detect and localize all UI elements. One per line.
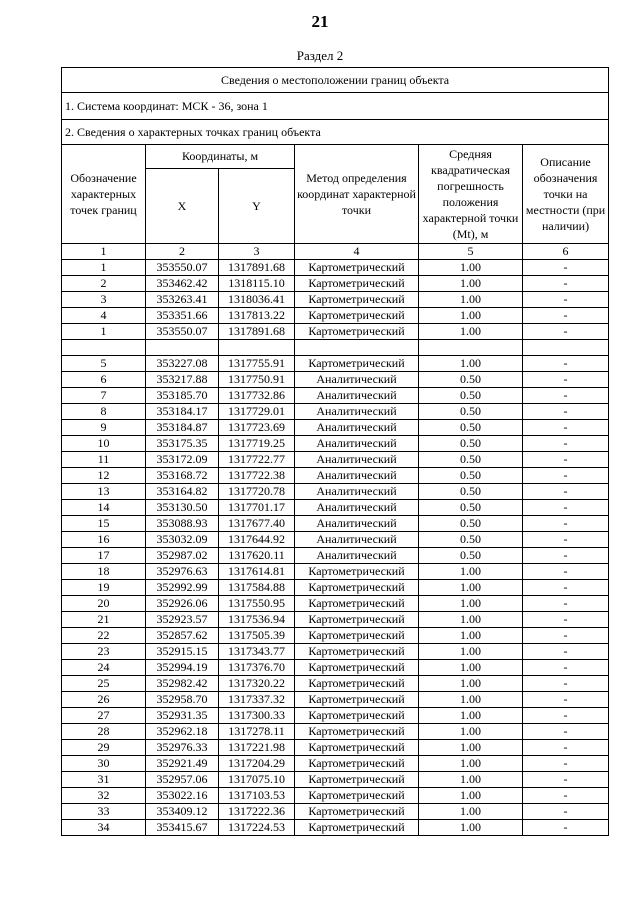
- point-number-cell: 16: [62, 532, 146, 548]
- y-coordinate-cell: 1317222.36: [219, 804, 295, 820]
- points-info-row: [62, 120, 609, 145]
- y-coordinate-cell: 1317677.40: [219, 516, 295, 532]
- description-cell: -: [523, 644, 609, 660]
- error-cell: 0.50: [419, 436, 523, 452]
- method-cell: Картометрический: [295, 260, 419, 276]
- table-row: [62, 276, 609, 292]
- method-cell: Картометрический: [295, 644, 419, 660]
- method-cell: Аналитический: [295, 420, 419, 436]
- page-number: 21: [311, 12, 329, 31]
- table-row: [62, 500, 609, 516]
- point-number-cell: 28: [62, 724, 146, 740]
- error-cell: 1.00: [419, 804, 523, 820]
- x-coordinate-cell: 353550.07: [146, 324, 219, 340]
- method-cell: Аналитический: [295, 452, 419, 468]
- x-coordinate-cell: 353088.93: [146, 516, 219, 532]
- point-number-cell: 10: [62, 436, 146, 452]
- table-row: [62, 724, 609, 740]
- error-cell: 1.00: [419, 612, 523, 628]
- description-cell: -: [523, 308, 609, 324]
- y-coordinate-cell: 1317701.17: [219, 500, 295, 516]
- point-number-cell: [62, 340, 146, 356]
- y-coordinate-cell: 1317750.91: [219, 372, 295, 388]
- point-number-cell: 13: [62, 484, 146, 500]
- y-coordinate-cell: 1317644.92: [219, 532, 295, 548]
- y-coordinate-cell: 1317720.78: [219, 484, 295, 500]
- x-coordinate-cell: 353217.88: [146, 372, 219, 388]
- y-coordinate-cell: 1317722.77: [219, 452, 295, 468]
- point-number-cell: 14: [62, 500, 146, 516]
- method-cell: Картометрический: [295, 356, 419, 372]
- y-coordinate-cell: 1317224.53: [219, 820, 295, 836]
- description-cell: -: [523, 532, 609, 548]
- error-cell: 0.50: [419, 548, 523, 564]
- table-row: [62, 292, 609, 308]
- y-coordinate-cell: 1317505.39: [219, 628, 295, 644]
- x-coordinate-cell: 352957.06: [146, 772, 219, 788]
- error-cell: 1.00: [419, 692, 523, 708]
- description-cell: -: [523, 356, 609, 372]
- error-cell: 1.00: [419, 260, 523, 276]
- point-number-cell: 5: [62, 356, 146, 372]
- x-coordinate-cell: 353550.07: [146, 260, 219, 276]
- x-coordinate-cell: 352982.42: [146, 676, 219, 692]
- table-row: [62, 340, 609, 356]
- column-number: 2: [146, 244, 219, 260]
- point-number-cell: 31: [62, 772, 146, 788]
- header-error: Средняя квадратическая погрешность положения характерной точки (Mt), м: [419, 145, 523, 244]
- method-cell: Картометрический: [295, 692, 419, 708]
- table-row: [62, 660, 609, 676]
- y-coordinate-cell: 1317614.81: [219, 564, 295, 580]
- header-row-1: [62, 145, 609, 169]
- y-coordinate-cell: 1317204.29: [219, 756, 295, 772]
- method-cell: Картометрический: [295, 276, 419, 292]
- error-cell: 1.00: [419, 324, 523, 340]
- method-cell: Картометрический: [295, 724, 419, 740]
- points-info-heading: 2. Сведения о характерных точках границ объекта: [62, 120, 609, 145]
- point-number-cell: 19: [62, 580, 146, 596]
- x-coordinate-cell: 353263.41: [146, 292, 219, 308]
- point-number-cell: 22: [62, 628, 146, 644]
- method-cell: Картометрический: [295, 740, 419, 756]
- x-coordinate-cell: 352915.15: [146, 644, 219, 660]
- y-coordinate-cell: 1317075.10: [219, 772, 295, 788]
- error-cell: [419, 340, 523, 356]
- point-number-cell: 34: [62, 820, 146, 836]
- x-coordinate-cell: 352958.70: [146, 692, 219, 708]
- description-cell: -: [523, 404, 609, 420]
- method-cell: Картометрический: [295, 676, 419, 692]
- coordinate-system-row: [62, 93, 609, 120]
- point-number-cell: 30: [62, 756, 146, 772]
- header-designation: Обозначение характерных точек границ: [62, 145, 146, 244]
- point-number-cell: 9: [62, 420, 146, 436]
- x-coordinate-cell: 353462.42: [146, 276, 219, 292]
- y-coordinate-cell: 1317320.22: [219, 676, 295, 692]
- table-row: [62, 372, 609, 388]
- method-cell: Аналитический: [295, 436, 419, 452]
- description-cell: -: [523, 708, 609, 724]
- description-cell: -: [523, 548, 609, 564]
- y-coordinate-cell: 1317343.77: [219, 644, 295, 660]
- point-number-cell: 4: [62, 308, 146, 324]
- method-cell: Аналитический: [295, 516, 419, 532]
- error-cell: 0.50: [419, 468, 523, 484]
- point-number-cell: 20: [62, 596, 146, 612]
- method-cell: Аналитический: [295, 404, 419, 420]
- error-cell: 1.00: [419, 708, 523, 724]
- error-cell: 1.00: [419, 356, 523, 372]
- description-cell: -: [523, 420, 609, 436]
- table-row: [62, 388, 609, 404]
- table-row: [62, 484, 609, 500]
- error-cell: 1.00: [419, 660, 523, 676]
- point-number-cell: 3: [62, 292, 146, 308]
- y-coordinate-cell: 1317723.69: [219, 420, 295, 436]
- x-coordinate-cell: 352931.35: [146, 708, 219, 724]
- x-coordinate-cell: 353168.72: [146, 468, 219, 484]
- header-x: X: [146, 169, 219, 244]
- column-number: 3: [219, 244, 295, 260]
- description-cell: -: [523, 612, 609, 628]
- column-number: 1: [62, 244, 146, 260]
- method-cell: Картометрический: [295, 292, 419, 308]
- error-cell: 0.50: [419, 404, 523, 420]
- table-row: [62, 692, 609, 708]
- description-cell: -: [523, 756, 609, 772]
- table-row: [62, 452, 609, 468]
- y-coordinate-cell: 1318036.41: [219, 292, 295, 308]
- method-cell: Аналитический: [295, 548, 419, 564]
- table-row: [62, 820, 609, 836]
- y-coordinate-cell: 1317729.01: [219, 404, 295, 420]
- error-cell: 1.00: [419, 724, 523, 740]
- y-coordinate-cell: 1317584.88: [219, 580, 295, 596]
- section-title: Раздел 2: [296, 48, 344, 63]
- y-coordinate-cell: 1317337.32: [219, 692, 295, 708]
- y-coordinate-cell: 1317891.68: [219, 260, 295, 276]
- x-coordinate-cell: 353184.17: [146, 404, 219, 420]
- error-cell: 1.00: [419, 772, 523, 788]
- error-cell: 0.50: [419, 516, 523, 532]
- method-cell: Аналитический: [295, 484, 419, 500]
- coordinate-system: 1. Система координат: МСК - 36, зона 1: [62, 93, 609, 120]
- error-cell: 1.00: [419, 564, 523, 580]
- point-number-cell: 21: [62, 612, 146, 628]
- table-row: [62, 628, 609, 644]
- table-row: [62, 308, 609, 324]
- point-number-cell: 6: [62, 372, 146, 388]
- method-cell: Картометрический: [295, 660, 419, 676]
- table-row: [62, 756, 609, 772]
- point-number-cell: 1: [62, 260, 146, 276]
- table-row: [62, 676, 609, 692]
- x-coordinate-cell: 353130.50: [146, 500, 219, 516]
- x-coordinate-cell: 352976.63: [146, 564, 219, 580]
- error-cell: 0.50: [419, 532, 523, 548]
- point-number-cell: 17: [62, 548, 146, 564]
- description-cell: -: [523, 436, 609, 452]
- table-row: [62, 644, 609, 660]
- point-number-cell: 26: [62, 692, 146, 708]
- description-cell: [523, 340, 609, 356]
- point-number-cell: 24: [62, 660, 146, 676]
- method-cell: Аналитический: [295, 532, 419, 548]
- y-coordinate-cell: 1317732.86: [219, 388, 295, 404]
- method-cell: Картометрический: [295, 788, 419, 804]
- x-coordinate-cell: 353227.08: [146, 356, 219, 372]
- table-row: [62, 804, 609, 820]
- table-row: [62, 612, 609, 628]
- method-cell: Картометрический: [295, 756, 419, 772]
- x-coordinate-cell: 352921.49: [146, 756, 219, 772]
- x-coordinate-cell: 353351.66: [146, 308, 219, 324]
- error-cell: 1.00: [419, 756, 523, 772]
- error-cell: 0.50: [419, 420, 523, 436]
- point-number-cell: 8: [62, 404, 146, 420]
- y-coordinate-cell: 1317813.22: [219, 308, 295, 324]
- table-row: [62, 468, 609, 484]
- y-coordinate-cell: [219, 340, 295, 356]
- point-number-cell: 1: [62, 324, 146, 340]
- y-coordinate-cell: 1317376.70: [219, 660, 295, 676]
- y-coordinate-cell: 1317719.25: [219, 436, 295, 452]
- error-cell: 1.00: [419, 788, 523, 804]
- point-number-cell: 11: [62, 452, 146, 468]
- description-cell: -: [523, 388, 609, 404]
- method-cell: Аналитический: [295, 500, 419, 516]
- method-cell: Картометрический: [295, 564, 419, 580]
- point-number-cell: 32: [62, 788, 146, 804]
- table-row: [62, 516, 609, 532]
- error-cell: 1.00: [419, 276, 523, 292]
- error-cell: 0.50: [419, 388, 523, 404]
- table-row: [62, 532, 609, 548]
- x-coordinate-cell: 353415.67: [146, 820, 219, 836]
- description-cell: -: [523, 564, 609, 580]
- description-cell: -: [523, 692, 609, 708]
- description-cell: -: [523, 260, 609, 276]
- point-number-cell: 12: [62, 468, 146, 484]
- method-cell: Аналитический: [295, 468, 419, 484]
- method-cell: [295, 340, 419, 356]
- table-row: [62, 436, 609, 452]
- error-cell: 1.00: [419, 596, 523, 612]
- point-number-cell: 23: [62, 644, 146, 660]
- y-coordinate-cell: 1317300.33: [219, 708, 295, 724]
- error-cell: 0.50: [419, 452, 523, 468]
- description-cell: -: [523, 516, 609, 532]
- description-cell: -: [523, 676, 609, 692]
- table-row: [62, 772, 609, 788]
- method-cell: Картометрический: [295, 628, 419, 644]
- point-number-cell: 29: [62, 740, 146, 756]
- y-coordinate-cell: 1317103.53: [219, 788, 295, 804]
- y-coordinate-cell: 1317278.11: [219, 724, 295, 740]
- table-row: [62, 740, 609, 756]
- coordinates-table: [61, 67, 609, 836]
- y-coordinate-cell: 1317755.91: [219, 356, 295, 372]
- description-cell: -: [523, 628, 609, 644]
- table-row: [62, 404, 609, 420]
- x-coordinate-cell: 353172.09: [146, 452, 219, 468]
- column-number: 4: [295, 244, 419, 260]
- method-cell: Картометрический: [295, 804, 419, 820]
- error-cell: 1.00: [419, 676, 523, 692]
- table-row: [62, 356, 609, 372]
- x-coordinate-cell: 353032.09: [146, 532, 219, 548]
- description-cell: -: [523, 724, 609, 740]
- error-cell: 1.00: [419, 580, 523, 596]
- header-y: Y: [219, 169, 295, 244]
- y-coordinate-cell: 1317722.38: [219, 468, 295, 484]
- error-cell: 0.50: [419, 372, 523, 388]
- description-cell: -: [523, 500, 609, 516]
- x-coordinate-cell: 352923.57: [146, 612, 219, 628]
- error-cell: 0.50: [419, 484, 523, 500]
- table-row: [62, 420, 609, 436]
- header-coords: Координаты, м: [146, 145, 295, 169]
- description-cell: -: [523, 324, 609, 340]
- table-row: [62, 564, 609, 580]
- description-cell: -: [523, 596, 609, 612]
- x-coordinate-cell: 352857.62: [146, 628, 219, 644]
- description-cell: -: [523, 820, 609, 836]
- point-number-cell: 18: [62, 564, 146, 580]
- description-cell: -: [523, 276, 609, 292]
- y-coordinate-cell: 1317536.94: [219, 612, 295, 628]
- method-cell: Аналитический: [295, 372, 419, 388]
- error-cell: 1.00: [419, 308, 523, 324]
- error-cell: 1.00: [419, 820, 523, 836]
- column-number: 5: [419, 244, 523, 260]
- point-number-cell: 25: [62, 676, 146, 692]
- description-cell: -: [523, 484, 609, 500]
- description-cell: -: [523, 468, 609, 484]
- x-coordinate-cell: 352962.18: [146, 724, 219, 740]
- table-title: Сведения о местоположении границ объекта: [62, 68, 609, 93]
- point-number-cell: 27: [62, 708, 146, 724]
- x-coordinate-cell: 353022.16: [146, 788, 219, 804]
- y-coordinate-cell: 1317620.11: [219, 548, 295, 564]
- point-number-cell: 15: [62, 516, 146, 532]
- point-number-cell: 2: [62, 276, 146, 292]
- method-cell: Картометрический: [295, 324, 419, 340]
- method-cell: Картометрический: [295, 820, 419, 836]
- description-cell: -: [523, 372, 609, 388]
- description-cell: -: [523, 292, 609, 308]
- method-cell: Картометрический: [295, 708, 419, 724]
- table-row: [62, 580, 609, 596]
- error-cell: 1.00: [419, 628, 523, 644]
- method-cell: Картометрический: [295, 596, 419, 612]
- description-cell: -: [523, 452, 609, 468]
- column-number-row: [62, 244, 609, 260]
- x-coordinate-cell: 353164.82: [146, 484, 219, 500]
- point-number-cell: 33: [62, 804, 146, 820]
- table-row: [62, 596, 609, 612]
- description-cell: -: [523, 740, 609, 756]
- table-row: [62, 788, 609, 804]
- x-coordinate-cell: 352992.99: [146, 580, 219, 596]
- x-coordinate-cell: 353184.87: [146, 420, 219, 436]
- y-coordinate-cell: 1318115.10: [219, 276, 295, 292]
- table-row: [62, 260, 609, 276]
- method-cell: Картометрический: [295, 772, 419, 788]
- x-coordinate-cell: 352987.02: [146, 548, 219, 564]
- table-row: [62, 548, 609, 564]
- description-cell: -: [523, 772, 609, 788]
- error-cell: 1.00: [419, 292, 523, 308]
- x-coordinate-cell: 353175.35: [146, 436, 219, 452]
- y-coordinate-cell: 1317550.95: [219, 596, 295, 612]
- method-cell: Картометрический: [295, 308, 419, 324]
- y-coordinate-cell: 1317891.68: [219, 324, 295, 340]
- y-coordinate-cell: 1317221.98: [219, 740, 295, 756]
- header-method: Метод определения координат характерной точки: [295, 145, 419, 244]
- x-coordinate-cell: 352976.33: [146, 740, 219, 756]
- table-row: [62, 708, 609, 724]
- description-cell: -: [523, 580, 609, 596]
- error-cell: 1.00: [419, 644, 523, 660]
- description-cell: -: [523, 660, 609, 676]
- x-coordinate-cell: 352926.06: [146, 596, 219, 612]
- method-cell: Аналитический: [295, 388, 419, 404]
- table-title-row: [62, 68, 609, 93]
- x-coordinate-cell: 353409.12: [146, 804, 219, 820]
- point-number-cell: 7: [62, 388, 146, 404]
- error-cell: 1.00: [419, 740, 523, 756]
- x-coordinate-cell: 353185.70: [146, 388, 219, 404]
- method-cell: Картометрический: [295, 612, 419, 628]
- description-cell: -: [523, 788, 609, 804]
- table-row: [62, 324, 609, 340]
- x-coordinate-cell: [146, 340, 219, 356]
- column-number: 6: [523, 244, 609, 260]
- error-cell: 0.50: [419, 500, 523, 516]
- description-cell: -: [523, 804, 609, 820]
- header-description: Описание обозначения точки на местности (при наличии): [523, 145, 609, 244]
- x-coordinate-cell: 352994.19: [146, 660, 219, 676]
- method-cell: Картометрический: [295, 580, 419, 596]
